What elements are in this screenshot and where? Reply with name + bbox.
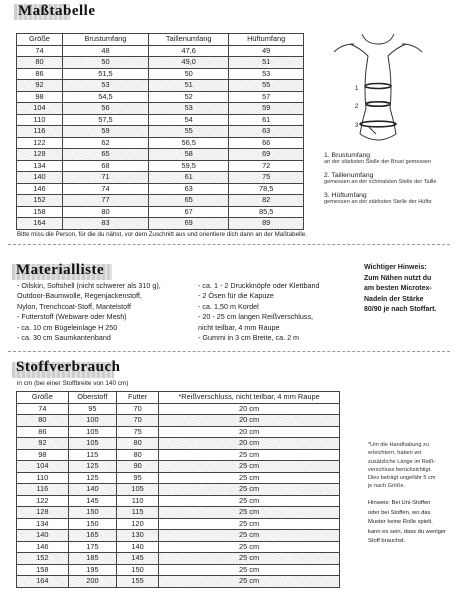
table-row xyxy=(17,126,304,138)
table-cell: 49,0 xyxy=(149,57,229,69)
table-cell: 25 cm xyxy=(159,449,340,461)
table-cell: 155 xyxy=(117,576,159,588)
table-cell: 140 xyxy=(17,530,69,542)
table-row xyxy=(17,80,304,92)
material-item: - Oilskin, Softshell (nicht schwerer als 310 g), xyxy=(17,281,161,290)
table-cell: 195 xyxy=(68,564,116,576)
table-cell: 122 xyxy=(17,495,69,507)
material-item: - Gummi in 3 cm Breite, ca. 2 m xyxy=(198,333,300,343)
materials-column-1 xyxy=(17,281,187,343)
table-cell: 164 xyxy=(17,576,69,588)
figure-label-1: 1 xyxy=(355,86,359,92)
note-line: oder bei Stoffen, wo das xyxy=(368,509,431,516)
table-cell: 128 xyxy=(17,149,63,161)
table-row xyxy=(17,518,340,530)
table-row xyxy=(17,206,304,218)
material-item: nicht teilbar, 4 mm Raupe xyxy=(198,322,280,332)
table-row xyxy=(17,172,304,184)
table-cell: 53 xyxy=(149,103,229,115)
table-cell: 164 xyxy=(17,218,63,230)
table-cell: 125 xyxy=(68,472,116,484)
table-cell: 74 xyxy=(17,403,69,415)
table-cell: 20 cm xyxy=(159,403,340,415)
table-cell: 125 xyxy=(68,461,116,473)
table-cell: 134 xyxy=(17,518,69,530)
table-cell: 150 xyxy=(68,518,116,530)
zipper-note xyxy=(368,441,456,491)
table-cell: 145 xyxy=(117,553,159,565)
table-cell: 82 xyxy=(229,195,304,207)
table-cell: 77 xyxy=(62,195,148,207)
uni-fabric-note xyxy=(368,499,456,547)
material-item: - 20 - 25 cm langen Reißverschluss, xyxy=(198,312,314,322)
table-cell: 75 xyxy=(229,172,304,184)
table-row xyxy=(17,484,340,496)
table-cell: 100 xyxy=(68,415,116,427)
table-cell: 57 xyxy=(229,91,304,103)
table-cell: 145 xyxy=(68,495,116,507)
table-cell: 150 xyxy=(117,564,159,576)
table-cell: 70 xyxy=(117,403,159,415)
table-cell: 80 xyxy=(117,449,159,461)
table-cell: 90 xyxy=(117,461,159,473)
table-cell: 85,5 xyxy=(229,206,304,218)
table-cell: 25 cm xyxy=(159,518,340,530)
table-cell: 105 xyxy=(117,484,159,496)
table-cell: 74 xyxy=(17,45,63,57)
table-cell: 140 xyxy=(117,541,159,553)
table-cell: 69 xyxy=(149,218,229,230)
table-cell: 25 cm xyxy=(159,472,340,484)
fabric-header-0: Größe xyxy=(17,392,69,404)
table-cell: 71 xyxy=(62,172,148,184)
table-cell: 115 xyxy=(117,507,159,519)
table-cell: 95 xyxy=(117,472,159,484)
table-cell: 59,5 xyxy=(149,160,229,172)
table-row xyxy=(17,553,340,565)
note-line: Muster keine Rolle spielt, xyxy=(368,519,433,525)
table-row xyxy=(17,137,304,149)
table-cell: 165 xyxy=(68,530,116,542)
table-cell: 116 xyxy=(17,484,69,496)
table-cell: 53 xyxy=(62,80,148,92)
fabric-header-2: Futter xyxy=(117,392,159,404)
table-row xyxy=(17,426,340,438)
table-row xyxy=(17,68,304,80)
hint-line: 80/90 je nach Stoffart. xyxy=(364,306,437,313)
table-cell: 83 xyxy=(62,218,148,230)
table-cell: 98 xyxy=(17,91,63,103)
table-cell: 66 xyxy=(229,137,304,149)
measurement-legend xyxy=(324,152,454,205)
material-item: Outdoor-Baumwolle, Regenjackenstoff, xyxy=(17,291,142,301)
divider-2 xyxy=(8,351,450,352)
materials-title: Materialliste xyxy=(16,262,105,278)
table-cell: 140 xyxy=(68,484,116,496)
table-row xyxy=(17,57,304,69)
material-item: - 2 Ösen für die Kapuze xyxy=(198,291,274,301)
table-cell: 120 xyxy=(117,518,159,530)
table-cell: 75 xyxy=(117,426,159,438)
legend-2-desc: gemessen an der schmalsten Stelle der Taille xyxy=(324,179,437,185)
table-row xyxy=(17,149,304,161)
material-item: - ca. 1 - 2 Druckknöpfe oder Klettband xyxy=(198,281,320,290)
table-row xyxy=(17,403,340,415)
legend-1-desc: an der stärksten Stelle der Brust gemessen xyxy=(324,159,432,165)
table-cell: 57,5 xyxy=(62,114,148,126)
table-cell: 25 cm xyxy=(159,484,340,496)
table-cell: 20 cm xyxy=(159,415,340,427)
table-cell: 78,5 xyxy=(229,183,304,195)
hint-line: Zum Nähen nutzt du xyxy=(364,274,432,282)
table-cell: 62 xyxy=(62,137,148,149)
table-cell: 58 xyxy=(149,149,229,161)
table-cell: 86 xyxy=(17,68,63,80)
table-cell: 130 xyxy=(117,530,159,542)
table-cell: 63 xyxy=(149,183,229,195)
figure-label-2: 2 xyxy=(355,104,359,110)
table-cell: 53 xyxy=(229,68,304,80)
fabric-header-3: *Reißverschluss, nicht teilbar, 4 mm Raupe xyxy=(159,392,340,404)
note-line: kann es sein, dass du weniger xyxy=(368,528,446,535)
table-cell: 25 cm xyxy=(159,553,340,565)
table-cell: 80 xyxy=(117,438,159,450)
note-line: Dies beträgt ungefähr 5 cm xyxy=(368,475,436,482)
table-cell: 25 cm xyxy=(159,495,340,507)
material-item: - Futterstoff (Webware oder Mesh) xyxy=(17,312,127,322)
table-cell: 152 xyxy=(17,195,63,207)
table-cell: 25 cm xyxy=(159,564,340,576)
table-cell: 49 xyxy=(229,45,304,57)
table-cell: 70 xyxy=(117,415,159,427)
table-cell: 59 xyxy=(229,103,304,115)
table-cell: 25 cm xyxy=(159,461,340,473)
table-cell: 105 xyxy=(68,426,116,438)
table-row xyxy=(17,114,304,126)
table-cell: 80 xyxy=(17,57,63,69)
table-cell: 110 xyxy=(17,114,63,126)
measurements-header-2: Taillenumfang xyxy=(149,34,229,46)
table-cell: 61 xyxy=(149,172,229,184)
table-cell: 52 xyxy=(149,91,229,103)
table-cell: 128 xyxy=(17,507,69,519)
material-item: - ca. 1,50 m Kordel xyxy=(198,301,259,311)
table-row xyxy=(17,91,304,103)
table-cell: 105 xyxy=(68,438,116,450)
table-cell: 61 xyxy=(229,114,304,126)
table-cell: 185 xyxy=(68,553,116,565)
table-cell: 92 xyxy=(17,80,63,92)
table-cell: 110 xyxy=(17,472,69,484)
table-cell: 115 xyxy=(68,449,116,461)
table-row xyxy=(17,415,340,427)
table-row xyxy=(17,45,304,57)
table-cell: 158 xyxy=(17,206,63,218)
table-cell: 20 cm xyxy=(159,426,340,438)
table-cell: 56 xyxy=(62,103,148,115)
table-cell: 150 xyxy=(68,507,116,519)
table-cell: 56,5 xyxy=(149,137,229,149)
table-cell: 110 xyxy=(117,495,159,507)
table-row xyxy=(17,438,340,450)
legend-3-desc: gemessen an der stärksten Stelle der Hüfte xyxy=(324,199,432,205)
legend-3-title: 3. Hüftumfang xyxy=(324,192,367,199)
material-item: - ca. 10 cm Bügeleinlage H 250 xyxy=(17,322,118,332)
table-row xyxy=(17,103,304,115)
table-cell: 54 xyxy=(149,114,229,126)
table-cell: 68 xyxy=(62,160,148,172)
table-row xyxy=(17,541,340,553)
materials-column-2 xyxy=(198,281,348,343)
table-cell: 25 cm xyxy=(159,541,340,553)
table-row xyxy=(17,195,304,207)
sewing-hint xyxy=(364,263,456,316)
measurements-footnote: Bitte miss die Person, für die du nähst, vor dem Zuschnitt aus und orientiere dich dann an der Maßtabelle. xyxy=(17,231,307,238)
table-cell: 55 xyxy=(149,126,229,138)
table-cell: 158 xyxy=(17,564,69,576)
hint-line: am besten Microtex- xyxy=(364,285,432,292)
table-cell: 175 xyxy=(68,541,116,553)
material-item: Nylon, Trenchcoat-Stoff, Mantelstoff xyxy=(17,301,131,311)
measurements-header-0: Größe xyxy=(17,34,63,46)
table-row xyxy=(17,218,304,230)
material-item: - ca. 30 cm Saumkantenband xyxy=(17,333,111,343)
fabric-title: Stoffverbrauch xyxy=(16,359,121,375)
note-line: zusätzliche Länge im Reiß- xyxy=(368,458,436,465)
measurements-title: Maßtabelle xyxy=(18,3,96,19)
table-cell: 50 xyxy=(62,57,148,69)
table-cell: 55 xyxy=(229,80,304,92)
table-cell: 65 xyxy=(149,195,229,207)
table-row xyxy=(17,495,340,507)
fabric-table xyxy=(16,391,340,588)
table-cell: 80 xyxy=(17,415,69,427)
measurements-table xyxy=(16,33,304,230)
table-cell: 92 xyxy=(17,438,69,450)
table-cell: 86 xyxy=(17,426,69,438)
note-line: verschluss berücksichtigt. xyxy=(368,466,432,473)
table-row xyxy=(17,472,340,484)
table-row xyxy=(17,160,304,172)
table-cell: 48 xyxy=(62,45,148,57)
table-cell: 51,5 xyxy=(62,68,148,80)
table-row xyxy=(17,183,304,195)
table-cell: 98 xyxy=(17,449,69,461)
table-cell: 25 cm xyxy=(159,530,340,542)
fabric-header-1: Oberstoff xyxy=(68,392,116,404)
table-row xyxy=(17,564,340,576)
table-cell: 80 xyxy=(62,206,148,218)
table-cell: 65 xyxy=(62,149,148,161)
table-cell: 89 xyxy=(229,218,304,230)
table-cell: 67 xyxy=(149,206,229,218)
table-cell: 47,6 xyxy=(149,45,229,57)
table-cell: 104 xyxy=(17,103,63,115)
table-cell: 63 xyxy=(229,126,304,138)
table-cell: 54,5 xyxy=(62,91,148,103)
table-cell: 146 xyxy=(17,183,63,195)
table-row xyxy=(17,449,340,461)
fabric-subtitle: in cm (bei einer Stoffbreite von 140 cm) xyxy=(17,380,129,387)
table-cell: 59 xyxy=(62,126,148,138)
note-line: Stoff brauchst. xyxy=(368,538,406,544)
table-row xyxy=(17,530,340,542)
table-cell: 152 xyxy=(17,553,69,565)
table-cell: 72 xyxy=(229,160,304,172)
body-figure xyxy=(322,30,432,150)
note-line: erleichtern, haben wir xyxy=(368,450,422,457)
measurements-header-3: Hüftumfang xyxy=(229,34,304,46)
note-line: *Um die Handhabung zu xyxy=(368,442,429,448)
table-cell: 104 xyxy=(17,461,69,473)
table-cell: 50 xyxy=(149,68,229,80)
table-row xyxy=(17,507,340,519)
hint-line: Nadeln der Stärke xyxy=(364,295,424,303)
note-line: je nach Größe. xyxy=(368,483,405,490)
table-row xyxy=(17,461,340,473)
table-row xyxy=(17,576,340,588)
table-cell: 25 cm xyxy=(159,507,340,519)
table-cell: 200 xyxy=(68,576,116,588)
legend-2-title: 2. Taillenumfang xyxy=(324,172,374,179)
table-cell: 74 xyxy=(62,183,148,195)
hint-line: Wichtiger Hinweis: xyxy=(364,264,427,271)
table-cell: 122 xyxy=(17,137,63,149)
table-cell: 69 xyxy=(229,149,304,161)
table-cell: 140 xyxy=(17,172,63,184)
divider-1 xyxy=(8,244,450,245)
table-cell: 51 xyxy=(149,80,229,92)
table-cell: 95 xyxy=(68,403,116,415)
table-cell: 116 xyxy=(17,126,63,138)
note-line: Hinweis: Bei Uni-Stoffen xyxy=(368,500,431,506)
table-cell: 25 cm xyxy=(159,576,340,588)
table-cell: 146 xyxy=(17,541,69,553)
table-cell: 134 xyxy=(17,160,63,172)
table-cell: 51 xyxy=(229,57,304,69)
table-cell: 20 cm xyxy=(159,438,340,450)
measurements-header-1: Brustumfang xyxy=(62,34,148,46)
figure-label-3: 3 xyxy=(355,123,359,129)
legend-1-title: 1. Brustumfang xyxy=(324,152,371,159)
